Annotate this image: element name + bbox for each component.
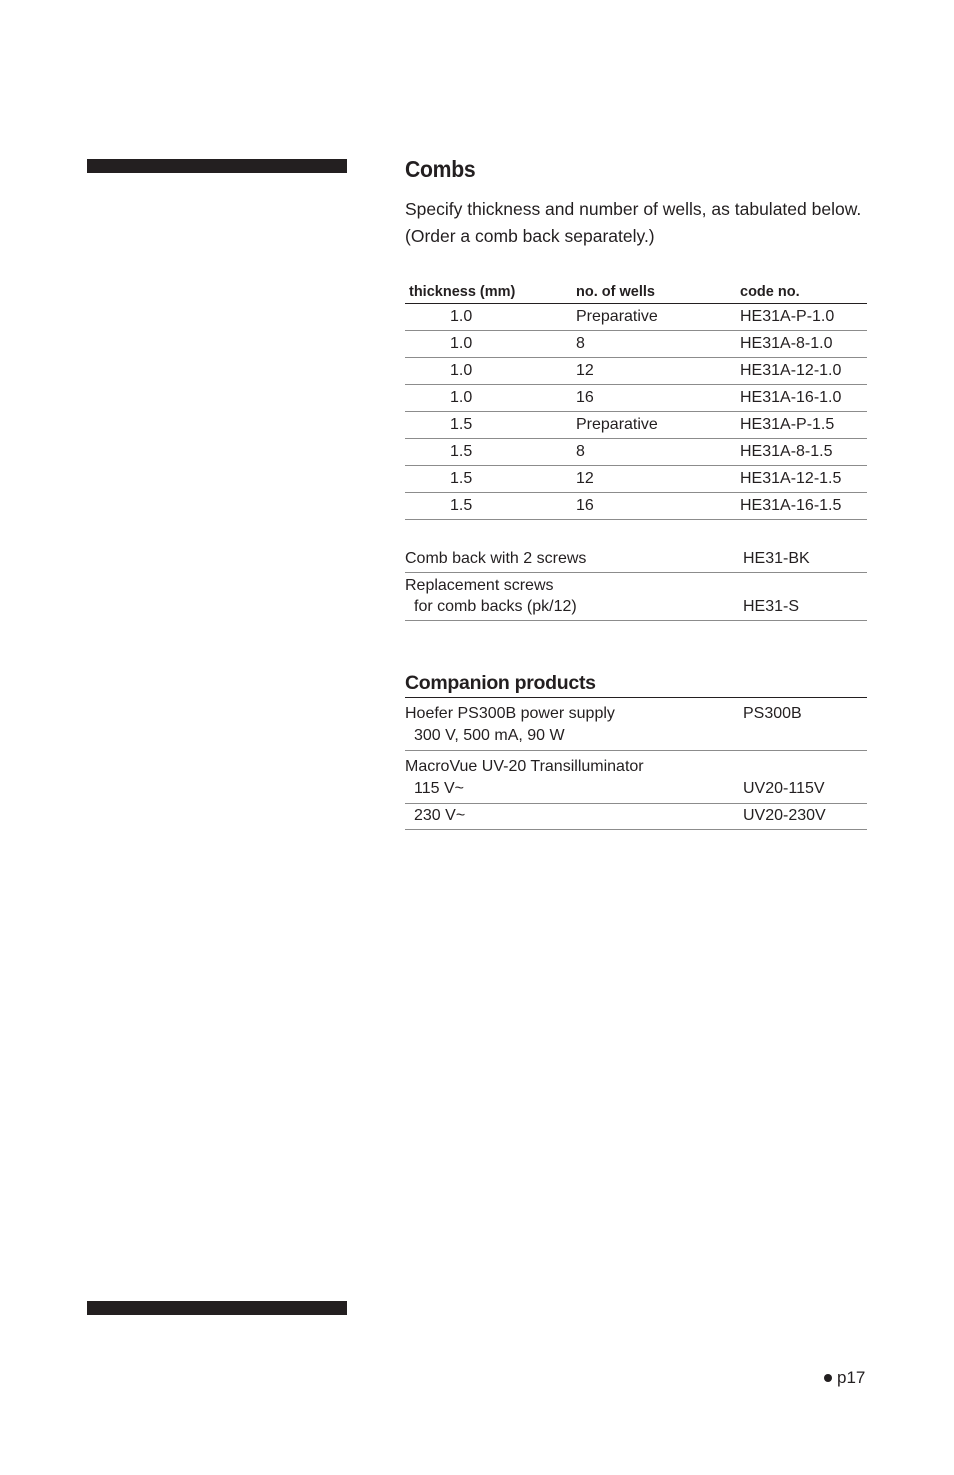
cell-wells: Preparative bbox=[576, 412, 740, 439]
cell-thickness: 1.5 bbox=[405, 412, 576, 439]
item-description bbox=[405, 804, 743, 830]
item-line1: 230 V~ bbox=[414, 807, 466, 824]
section-title-companion: Companion products bbox=[405, 669, 867, 698]
table-header-row bbox=[405, 282, 867, 304]
table-row bbox=[405, 304, 867, 331]
table-row bbox=[405, 466, 867, 493]
main-content bbox=[405, 150, 867, 830]
item-description bbox=[405, 698, 743, 751]
companion-table bbox=[405, 698, 867, 830]
cell-thickness: 1.0 bbox=[405, 358, 576, 385]
table-row bbox=[405, 439, 867, 466]
item-code: HE31-S bbox=[743, 573, 867, 621]
table-row bbox=[405, 358, 867, 385]
cell-thickness: 1.5 bbox=[405, 439, 576, 466]
item-code: UV20-230V bbox=[743, 804, 867, 830]
item-description bbox=[405, 573, 743, 621]
cell-wells: 12 bbox=[576, 358, 740, 385]
item-line2: for comb backs (pk/12) bbox=[414, 598, 577, 615]
item-line1: MacroVue UV-20 Transilluminator bbox=[405, 758, 644, 775]
item-code: HE31-BK bbox=[743, 546, 867, 573]
item-description bbox=[405, 751, 743, 804]
item-line1: Replacement screws bbox=[405, 577, 554, 594]
header-thickness: thickness (mm) bbox=[405, 282, 576, 304]
cell-wells: Preparative bbox=[576, 304, 740, 331]
cell-code: HE31A-12-1.5 bbox=[740, 466, 867, 493]
bullet-icon bbox=[824, 1374, 832, 1382]
list-item bbox=[405, 546, 867, 573]
table-row bbox=[405, 493, 867, 520]
cell-code: HE31A-16-1.5 bbox=[740, 493, 867, 520]
cell-code: HE31A-12-1.0 bbox=[740, 358, 867, 385]
cell-code: HE31A-P-1.5 bbox=[740, 412, 867, 439]
item-code: PS300B bbox=[743, 698, 867, 751]
cell-thickness: 1.0 bbox=[405, 304, 576, 331]
cell-wells: 16 bbox=[576, 493, 740, 520]
cell-code: HE31A-8-1.0 bbox=[740, 331, 867, 358]
header-wells: no. of wells bbox=[576, 282, 740, 304]
header-code: code no. bbox=[740, 282, 867, 304]
cell-thickness: 1.0 bbox=[405, 385, 576, 412]
cell-wells: 8 bbox=[576, 331, 740, 358]
cell-wells: 8 bbox=[576, 439, 740, 466]
accessories-table bbox=[405, 546, 867, 621]
item-line2: 300 V, 500 mA, 90 W bbox=[414, 727, 565, 744]
list-item bbox=[405, 804, 867, 830]
table-row bbox=[405, 331, 867, 358]
cell-code: HE31A-16-1.0 bbox=[740, 385, 867, 412]
list-item bbox=[405, 698, 867, 751]
cell-thickness: 1.5 bbox=[405, 466, 576, 493]
table-row bbox=[405, 412, 867, 439]
item-code: UV20-115V bbox=[743, 751, 867, 804]
page-number bbox=[824, 1367, 865, 1389]
decorative-bar-bottom bbox=[87, 1301, 347, 1315]
item-description: Comb back with 2 screws bbox=[405, 546, 743, 573]
cell-wells: 16 bbox=[576, 385, 740, 412]
decorative-bar-top bbox=[87, 159, 347, 173]
cell-thickness: 1.0 bbox=[405, 331, 576, 358]
cell-code: HE31A-P-1.0 bbox=[740, 304, 867, 331]
item-line2: 115 V~ bbox=[414, 780, 464, 797]
section-title-combs: Combs bbox=[405, 156, 476, 182]
list-item bbox=[405, 751, 867, 804]
combs-intro: Specify thickness and number of wells, as tabulated below. (Order a comb back separately.) bbox=[405, 199, 862, 246]
list-item bbox=[405, 573, 867, 621]
cell-wells: 12 bbox=[576, 466, 740, 493]
page-number-text: p17 bbox=[837, 1368, 866, 1387]
item-line1: Hoefer PS300B power supply bbox=[405, 705, 615, 722]
combs-table bbox=[405, 282, 867, 520]
table-row bbox=[405, 385, 867, 412]
cell-code: HE31A-8-1.5 bbox=[740, 439, 867, 466]
cell-thickness: 1.5 bbox=[405, 493, 576, 520]
